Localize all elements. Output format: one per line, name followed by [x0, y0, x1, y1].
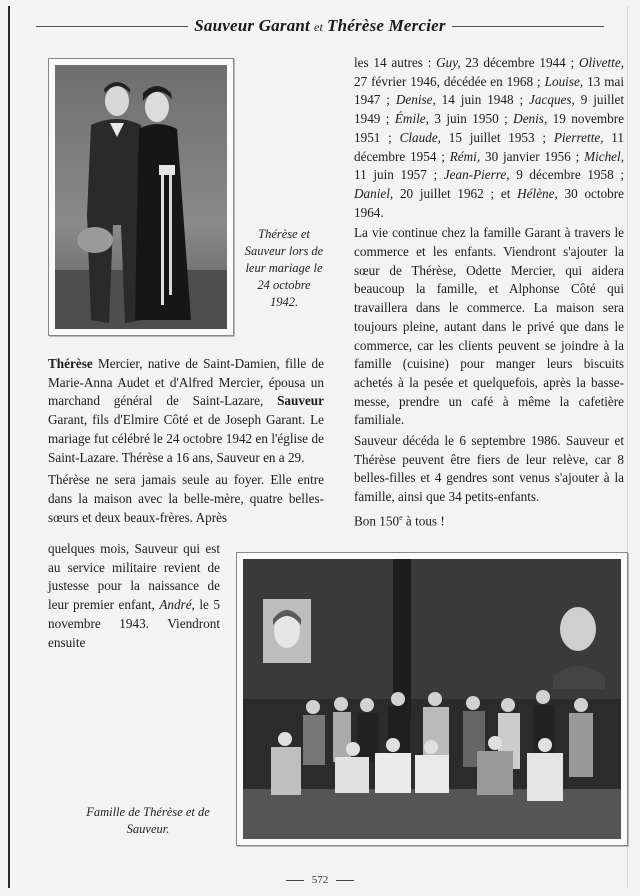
- wedding-photo-frame: [48, 58, 234, 336]
- child-name: Denis,: [513, 111, 548, 127]
- footer-rule-right: [336, 880, 354, 881]
- child-name: Jean-Pierre,: [443, 167, 510, 183]
- child-date: 19 novembre 1951 ;: [354, 111, 624, 145]
- child-name: Denise,: [395, 92, 436, 108]
- name-therese: Thérèse: [48, 356, 93, 371]
- paragraph-marriage-part-2: Garant, fils d'Elmire Côté et de Joseph Garant. Le mariage fut célébré le 24 octobre 1942 en l'église de Saint-Lazare. Thérèse a 16 ans, Sauveur en a 29.: [48, 412, 324, 465]
- paragraph-closing: [354, 509, 624, 531]
- child-date: 20 juillet 1962 ; et: [393, 185, 518, 201]
- title-name-2: Thérèse Mercier: [327, 16, 446, 35]
- first-child-text-part-2: le 5 novembre 1943. Viendront ensuite: [48, 597, 220, 650]
- page-header: [30, 14, 610, 38]
- paragraph-marriage-part-1: Mercier, native de Saint-Damien, fille de Marie-Anna Audet et d'Alfred Mercier, épousa un marchand général de Saint-Lazare,: [48, 356, 324, 409]
- paragraph-death: Sauveur décéda le 6 septembre 1986. Sauveur et Thérèse peuvent être fiers de leur relève, car 8 belles-filles et 4 gendres sont venus s'ajouter à la famille, ainsi que 34 petits-enfants.: [354, 433, 624, 505]
- child-date: 15 juillet 1953 ;: [440, 129, 554, 145]
- left-column-text: [48, 355, 324, 527]
- right-column-text: [354, 54, 624, 531]
- closing-text-b: à tous !: [402, 513, 445, 529]
- child-name: Rémi,: [449, 148, 481, 164]
- child-name: Émile,: [394, 111, 429, 127]
- family-group-photo: [243, 559, 621, 839]
- child-date: 27 février 1946, décédée en 1968 ;: [354, 73, 545, 89]
- page-number: 572: [311, 874, 329, 886]
- page-footer: [0, 872, 640, 888]
- children-intro: les 14 autres :: [354, 55, 437, 70]
- wedding-photo-caption: Thérèse et Sauveur lors de leur mariage le 24 octobre 1942.: [244, 227, 324, 309]
- child-name: Hélène,: [517, 185, 558, 201]
- wedding-portrait-photo: [55, 65, 227, 329]
- child-date: 11 décembre 1954 ;: [354, 129, 624, 164]
- child-name: Jacques,: [529, 92, 575, 108]
- paragraph-children: [354, 54, 624, 222]
- child-name: Guy,: [436, 55, 461, 70]
- family-photo-caption: Famille de Thérèse et de Sauveur.: [86, 805, 210, 836]
- family-photo-frame: [236, 552, 628, 846]
- closing-text-a: Bon 150: [354, 513, 400, 529]
- paragraph-first-child: [48, 540, 220, 652]
- closing-superscript: e: [399, 512, 403, 522]
- child-date: 30 octobre 1964.: [354, 185, 625, 220]
- child-date: 9 décembre 1958 ;: [509, 167, 624, 183]
- left-column-continuation: [48, 540, 220, 652]
- child-name: Claude,: [399, 129, 441, 145]
- title-conjunction: et: [313, 20, 324, 34]
- child-name: Michel,: [584, 148, 624, 164]
- child-name: Pierrette,: [553, 129, 604, 145]
- paragraph-life: La vie continue chez la famille Garant à travers le commerce et les enfants. Viendront s'ajouter la sœur de Thérèse, Odette Mercier, qui aidera beaucoup la famille, et Alphonse Côté qui travaillera dans le commerce. La maison sera toujours pleine, autant dans le privé que dans le commerce, car les clients peuvent se joindre à la famille (cuisine) pour manger leurs biscuits achetés à la pesée et quelquefois, après la basse-messe, prendre un café à même la cafetière familiale.: [354, 225, 624, 428]
- first-child-text-part-1: quelques mois, Sauveur qui est au service militaire revient de justesse pour la naissance de leur premier enfant,: [48, 541, 220, 613]
- child-date: 14 juin 1948 ;: [435, 92, 530, 108]
- header-rule-left: [36, 26, 188, 27]
- name-sauveur: Sauveur: [277, 393, 324, 409]
- child-date: 9 juillet 1949 ;: [354, 92, 624, 127]
- paragraph-marriage: [48, 355, 324, 467]
- header-rule-right: [452, 26, 604, 27]
- child-date: 13 mai 1947 ;: [354, 73, 624, 108]
- page-title: [194, 16, 445, 36]
- child-date: 30 janvier 1956 ;: [480, 148, 585, 164]
- title-name-1: Sauveur Garant: [194, 16, 310, 35]
- name-andre: André,: [159, 597, 195, 613]
- child-name: Louise,: [544, 73, 584, 89]
- child-date: 3 juin 1950 ;: [428, 111, 514, 127]
- child-name: Daniel,: [354, 185, 394, 201]
- child-date: 11 juin 1957 ;: [354, 167, 444, 183]
- footer-rule-left: [286, 880, 304, 881]
- child-date: 23 décembre 1944 ;: [460, 55, 579, 70]
- paragraph-household: Thérèse ne sera jamais seule au foyer. Elle entre dans la maison avec la belle-mère, quatre belles-sœurs et deux beaux-frères. Après: [48, 472, 324, 525]
- child-name: Olivette,: [578, 55, 624, 70]
